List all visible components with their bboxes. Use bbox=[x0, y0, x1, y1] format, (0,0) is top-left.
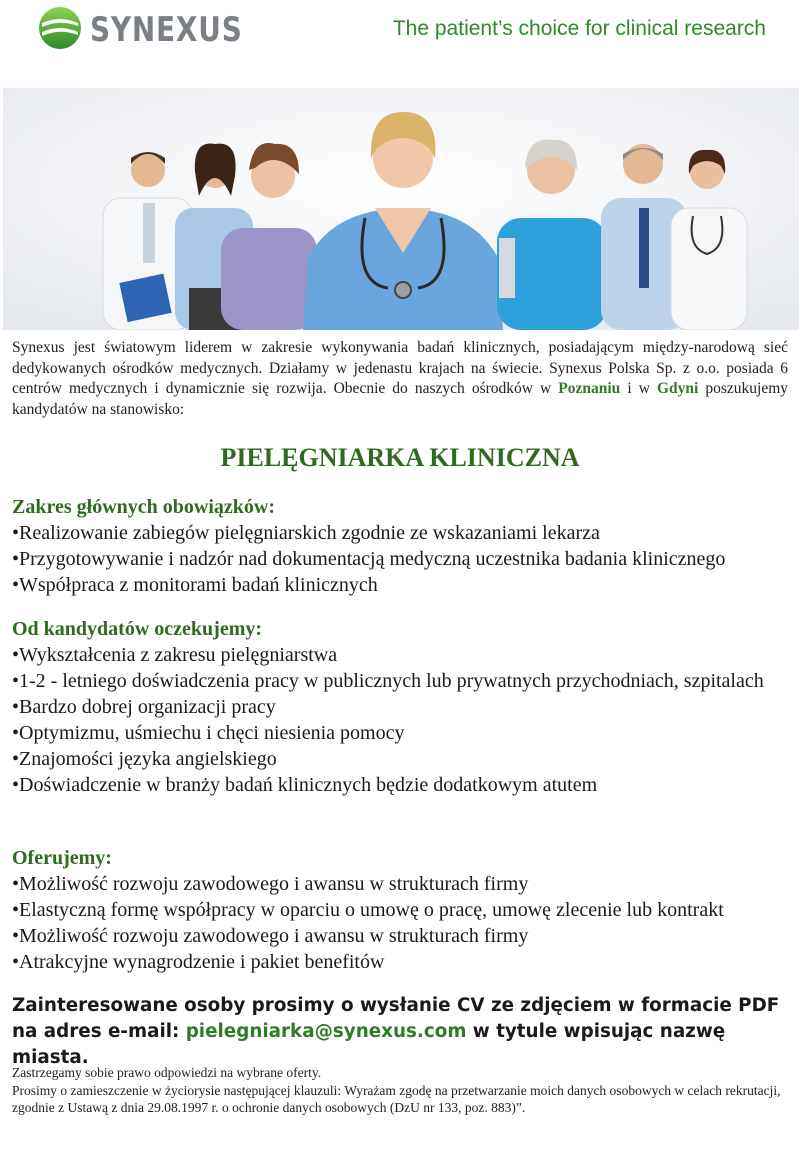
list-item: • Współpraca z monitorami badań klinicznych bbox=[12, 572, 792, 598]
list-item: • Realizowanie zabiegów pielęgniarskich zgodnie ze wskazaniami lekarza bbox=[12, 520, 792, 546]
intro-text-mid: i w bbox=[620, 380, 657, 397]
duties-heading: Zakres głównych obowiązków: bbox=[12, 496, 275, 518]
list-item: • Atrakcyjne wynagrodzenie i pakiet benefitów bbox=[12, 949, 792, 975]
requirements-heading: Od kandydatów oczekujemy: bbox=[12, 618, 263, 640]
offer-list bbox=[12, 871, 792, 975]
synexus-logo[interactable] bbox=[38, 6, 243, 50]
city-poznan: Poznaniu bbox=[558, 380, 621, 397]
city-gdynia: Gdyni bbox=[656, 380, 699, 397]
duties-list bbox=[12, 520, 792, 598]
offer-heading: Oferujemy: bbox=[12, 847, 112, 869]
intro-text-end: poszukujemy kandydatów na stanowisko: bbox=[12, 380, 789, 418]
intro-text: Synexus jest światowym liderem w zakresie wykonywania badań klinicznych, posiadającym między-narodową sieć dedykowanych ośrodków medycznych. Działamy w jedenastu krajach na świecie. Synexus Polska Sp. z o.o. posiada 6 centrów medycznych i dynamicznie się rozwija. Obecnie do naszych ośrodków w bbox=[12, 339, 788, 397]
cta-text: Zainteresowane osoby prosimy o wysłanie CV ze zdjęciem w formacie PDF na adres e-mail: bbox=[12, 995, 780, 1042]
tagline: The patient’s choice for clinical research bbox=[392, 17, 766, 40]
list-item: • Elastyczną formę współpracy w oparciu o umowę o pracę, umowę zlecenie lub kontrakt bbox=[12, 897, 792, 923]
header bbox=[0, 0, 800, 60]
duties-section bbox=[12, 494, 792, 598]
gdpr-clause: Prosimy o zamieszczenie w życiorysie następującej klauzuli: Wyrażam zgodę na przetwarzanie moich danych osobowych w celach rekrutacji, zgodnie z Ustawą z dnia 29.08.1997 r. o ochronie danych osobowych (DzU nr 133, poz. 883)”. bbox=[12, 1082, 781, 1115]
cta-text-end: w tytule wpisując nazwę miasta. bbox=[12, 1021, 726, 1068]
job-title: PIELĘGNIARKA KLINICZNA bbox=[220, 443, 580, 472]
brand-name: SYNEXUS bbox=[90, 10, 243, 50]
requirements-list bbox=[12, 642, 792, 798]
synexus-logo-icon bbox=[38, 6, 82, 50]
application-instructions bbox=[12, 993, 784, 1071]
list-item: • Możliwość rozwoju zawodowego i awansu w strukturach firmy bbox=[12, 923, 792, 949]
intro-paragraph bbox=[12, 338, 788, 420]
list-item: • Przygotowywanie i nadzór nad dokumentacją medyczną uczestnika badania klinicznego bbox=[12, 546, 792, 572]
requirements-section bbox=[12, 616, 792, 798]
medical-staff-group-photo-icon bbox=[3, 88, 799, 330]
list-item: • Optymizmu, uśmiechu i chęci niesienia pomocy bbox=[12, 720, 792, 746]
list-item: • Doświadczenie w branży badań klinicznych będzie dodatkowym atutem bbox=[12, 772, 792, 798]
email-link[interactable]: pielegniarka@synexus.com bbox=[185, 1021, 467, 1042]
list-item: • Bardzo dobrej organizacji pracy bbox=[12, 694, 792, 720]
footer-note: Zastrzegamy sobie prawo odpowiedzi na wybrane oferty. bbox=[12, 1065, 322, 1080]
list-item: • 1-2 - letniego doświadczenia pracy w publicznych lub prywatnych przychodniach, szpitalach bbox=[12, 668, 792, 694]
offer-section bbox=[12, 845, 792, 975]
list-item: • Wykształcenia z zakresu pielęgniarstwa bbox=[12, 642, 792, 668]
footer-notes bbox=[12, 1064, 788, 1117]
hero-image bbox=[3, 88, 799, 330]
list-item: • Znajomości języka angielskiego bbox=[12, 746, 792, 772]
list-item: • Możliwość rozwoju zawodowego i awansu w strukturach firmy bbox=[12, 871, 792, 897]
